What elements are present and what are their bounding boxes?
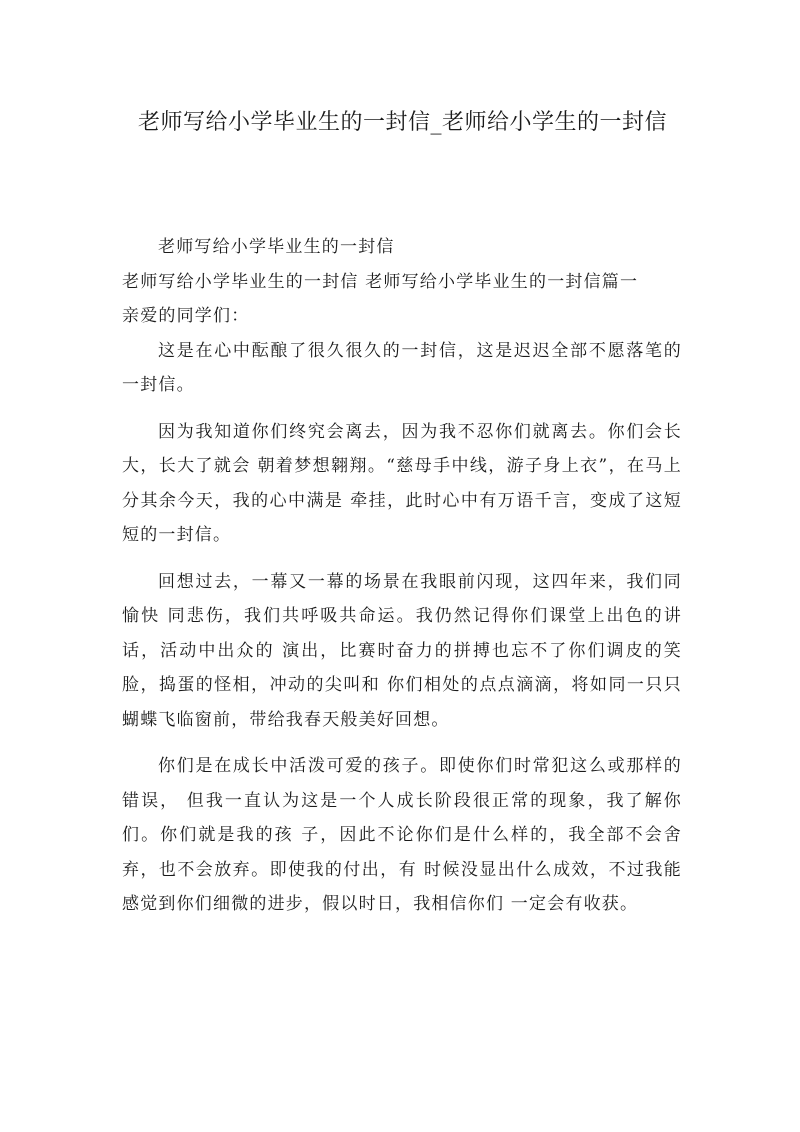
subtitle: 老师写给小学毕业生的一封信 bbox=[158, 237, 395, 257]
paragraph: 回想过去，一幕又一幕的场景在我眼前闪现，这四年来，我们同愉快 同悲伤，我们共呼吸共命运。我仍然记得你们课堂上出色的讲话，活动中出众的 演出，比赛时奋力的拼搏也忘不了你们调皮的笑脸，捣蛋的怪相，冲动的尖叫和 你们相处的点点滴滴，将如同一只只蝴蝶飞临窗前，带给我春天般美好回想。 bbox=[122, 571, 682, 730]
intro-line: 老师写给小学毕业生的一封信 老师写给小学毕业生的一封信篇一 bbox=[122, 271, 639, 292]
paragraph: 这是在心中酝酿了很久很久的一封信，这是迟迟全部不愿落笔的一封信。 bbox=[122, 340, 682, 395]
document-body bbox=[122, 230, 682, 934]
salutation: 亲爱的同学们： bbox=[122, 306, 250, 326]
paragraph: 因为我知道你们终究会离去，因为我不忍你们就离去。你们会长大，长大了就会 朝着梦想翱翔。“慈母手中线，游子身上衣”，在马上分其余今天，我的心中满是 牵挂，此时心中有万语千言，变成了这短短的一封信。 bbox=[122, 421, 682, 545]
document-title: 老师写给小学毕业生的一封信_老师给小学生的一封信 bbox=[137, 110, 667, 135]
paragraph: 你们是在成长中活泼可爱的孩子。即使你们时常犯这么或那样的错误， 但我一直认为这是一个人成长阶段很正常的现象，我了解你们。你们就是我的孩 子，因此不论你们是什么样的，我全部不会舍弃，也不会放弃。即使我的付出，有 时候没显出什么成效，不过我能感觉到你们细微的进步，假以时日，我相信你们 一定会有收获。 bbox=[122, 756, 682, 914]
